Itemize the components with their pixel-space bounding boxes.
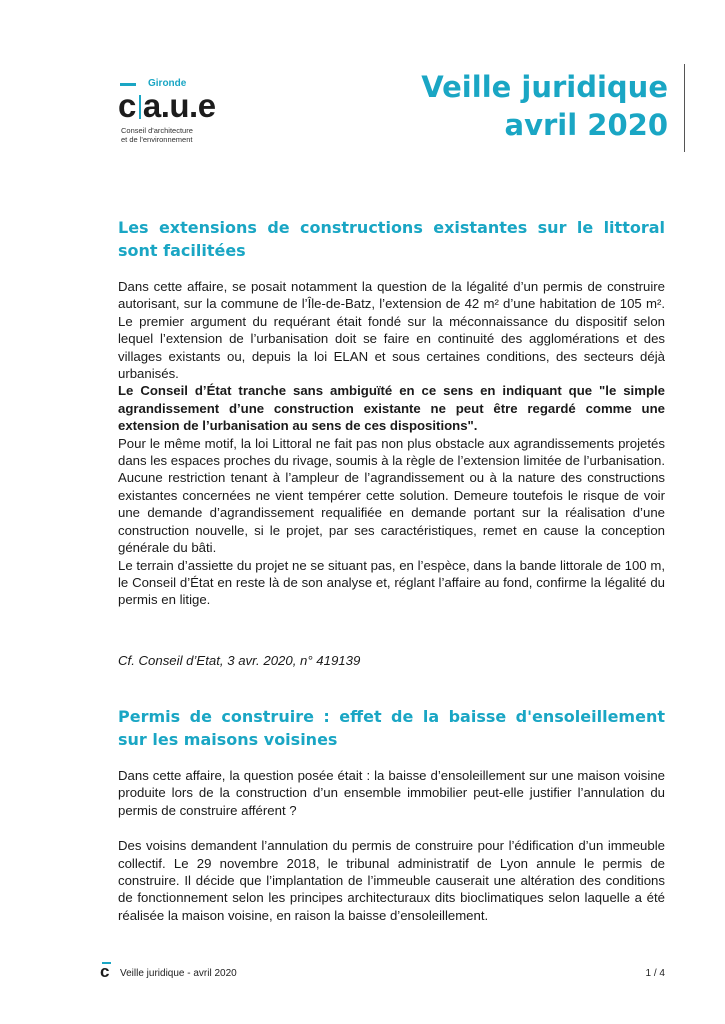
logo-region: Gironde [148, 78, 187, 89]
logo-subtitle-line2: et de l'environnement [121, 135, 193, 144]
footer-text: Veille juridique - avril 2020 [120, 968, 237, 979]
logo-name-part1: c [118, 87, 136, 124]
section-extensions-littoral [118, 216, 665, 609]
logo-subtitle-line1: Conseil d'architecture [121, 126, 193, 135]
footer-logo-mark [100, 962, 112, 980]
section2-heading: Permis de construire : effet de la baisse d'ensoleillement sur les maisons voisines [118, 707, 665, 749]
section1-heading: Les extensions de constructions existantes sur le littoral sont facilitées [118, 218, 665, 260]
page-footer [100, 962, 665, 982]
caue-logo [118, 78, 268, 148]
document-title-line1: Veille juridique [421, 70, 668, 104]
logo-separator [139, 95, 141, 119]
section1-bold-statement: Le Conseil d’État tranche sans ambiguïté en ce sens en indiquant que "le simple agrandissement d’une construction existante ne peut être regardé comme une extension de l’urbanisation au sens de ces dispositions". [118, 383, 665, 434]
section2-paragraph-2: Des voisins demandent l’annulation du permis de construire pour l’édification d’un immeuble collectif. Le 29 novembre 2018, le tribunal administratif de Lyon annule le permis de construire. Il décide que l’implantation de l’immeuble causerait une altération des conditions de fonctionnement selon les principes architecturaux dits bioclimatiques selon laquelle a été réalisée la maison voisine, en raison la baisse d’ensoleillement. [118, 838, 665, 923]
document-title [421, 68, 668, 144]
section1-paragraph-2 [118, 382, 665, 434]
logo-name-part2: a.u.e [142, 87, 216, 124]
section1-citation-block [118, 652, 665, 670]
logo-accent-bar [120, 83, 136, 86]
logo-subtitle [121, 126, 251, 144]
section1-paragraph-3: Pour le même motif, la loi Littoral ne fait pas non plus obstacle aux agrandissements projetés dans les espaces proches du rivage, soumis à la règle de l’extension limitée de l’urbanisation. Aucune restriction tenant à l’ampleur de l’agrandissement ou à la nature des constructions existantes concernées ne vient tempérer cette solution. Demeure toutefois le risque de voir une demande d’agrandissement requalifiée en demande portant sur la réalisation d’une construction nouvelle, si le projet, par ses caractéristiques, remet en cause la conception générale du bâti. [118, 435, 665, 556]
section-ensoleillement [118, 705, 665, 924]
page-number: 1 / 4 [645, 968, 665, 979]
section2-paragraph-1: Dans cette affaire, la question posée était : la baisse d’ensoleillement sur une maison voisine produite lors de la construction d’un ensemble immobilier peut-elle justifier l’annulation du permis de construire afférent ? [118, 768, 665, 818]
footer-logo-letter: c [100, 962, 110, 981]
header-divider [684, 64, 685, 152]
section1-citation: Cf. Conseil d’Etat, 3 avr. 2020, n° 419139 [118, 653, 361, 668]
section1-paragraph-4: Le terrain d’assiette du projet ne se situant pas, en l’espèce, dans la bande littorale de 100 m, le Conseil d’État en reste là de son analyse et, réglant l’affaire au fond, confirme la légalité du permis en litige. [118, 557, 665, 608]
section1-paragraph-1: Dans cette affaire, se posait notamment la question de la légalité d’un permis de construire autorisant, sur la commune de l’Île-de-Batz, l’extension de 42 m² d’une habitation de 105 m². Le premier argument du requérant était fondé sur la méconnaissance du dispositif selon lequel l’extension de l’urbanisation doit se faire en continuité des agglomérations et des villages existants ou, depuis la loi ELAN et sous certaines conditions, des secteurs déjà urbanisés. [118, 279, 665, 382]
logo-name [118, 88, 216, 124]
document-title-line2: avril 2020 [504, 108, 668, 142]
